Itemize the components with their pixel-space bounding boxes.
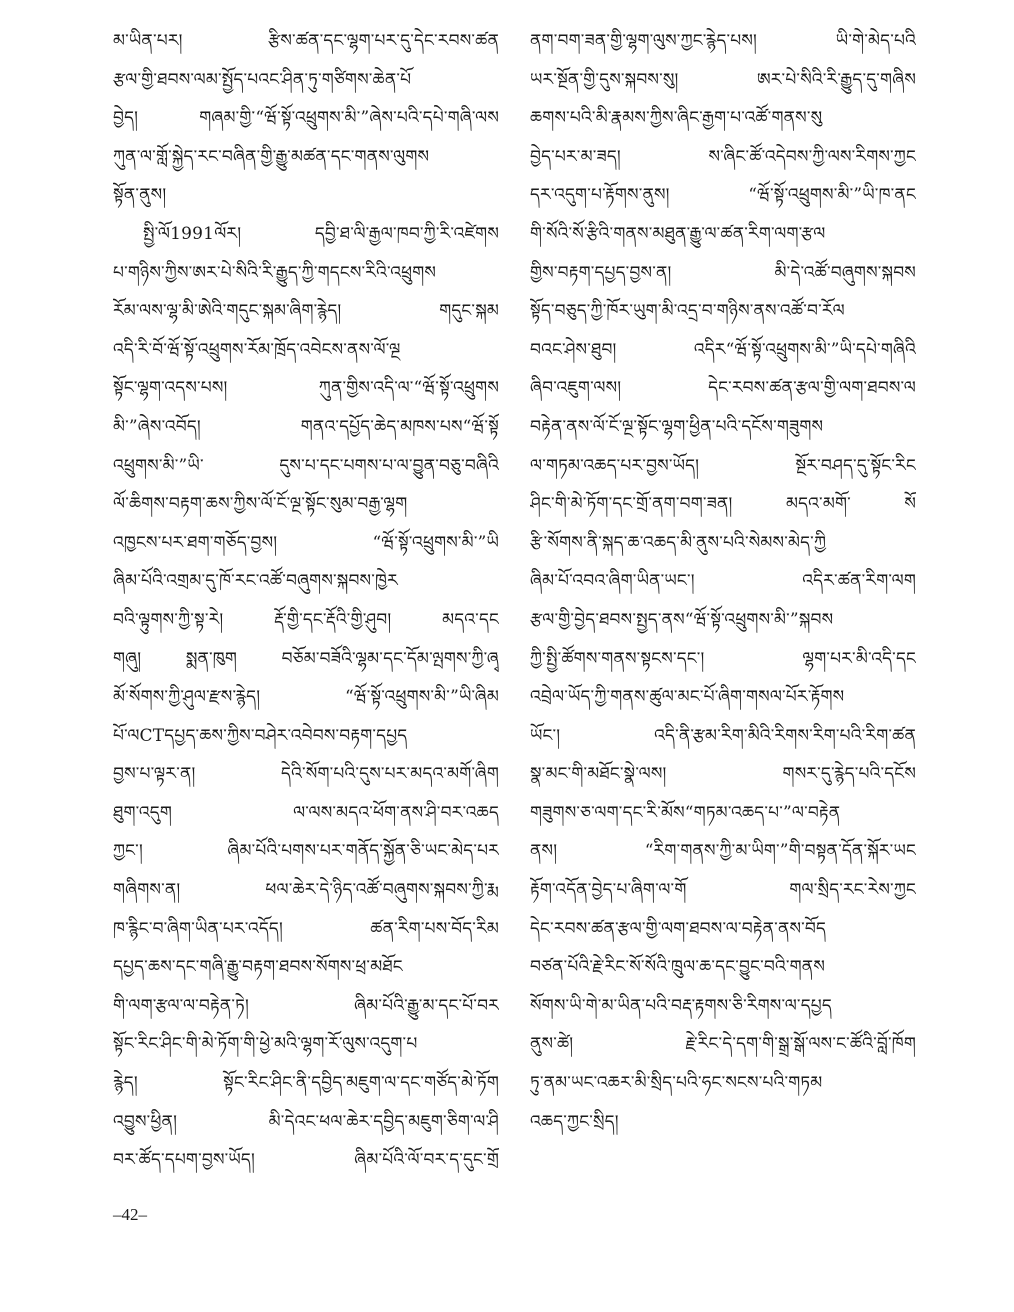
text-line: མི་”ཞེས་འབོད། གནའ་དཔྱོད་ཆེད་མཁས་པས“ཝོ་སྟོ xyxy=(113,416,499,437)
text-line: བྱེད། གཞམ་གྱི་“ཝོ་སྟོ་འཕྲུགས་མི་”ཞེས་པའི་དཔེ་གཞི་ལས xyxy=(113,108,499,129)
text-line: ཤིང་གི་མེ་ཏོག་དང་གྲོ་ནག་བག་ཟན། མདའ་མགོ་ སོ xyxy=(530,494,916,515)
page-number: –42– xyxy=(113,1205,147,1224)
text-line: འབྱུས་ཕྱིན། མི་དེའང་ཕལ་ཆེར་དབྱིད་མཇུག་ཅིག་ལ་ཤི xyxy=(113,1111,499,1132)
text-line: གྱིས་བརྟག་དཔྱད་བྱས་ན། མི་དེ་འཚོ་བཞུགས་སྐབས xyxy=(530,262,916,283)
text-line: མོ་སོགས་ཀྱི་ཤུལ་རྫས་རྙེད། “ཝོ་སྟོ་འཕྲུགས་མི་”ཡི་ཞིམ xyxy=(113,687,499,708)
text-line: སྟོང་རིང་ཤིང་གི་མེ་ཏོག་གི་ཕྱེ་མའི་ལྷག་རོ་ལུས་འདུག་པ xyxy=(113,1034,418,1055)
text-line: གཟུགས་ཅ་ལག་དང་རི་མོས“གཏམ་འཆད་པ་”ལ་བརྟེན xyxy=(530,802,841,823)
text-line: འཁྱངས་པར་ཐག་གཅོད་བྱས། “ཝོ་སྟོ་འཕྲུགས་མི་”ཡི xyxy=(113,532,499,553)
right-text-column xyxy=(530,22,916,1141)
text-line: བྱས་པ་ལྟར་ན། དེའི་སོག་པའི་དུས་པར་མདའ་མགོ་ཞིག xyxy=(113,764,499,785)
text-line: པ་གཉིས་ཀྱིས་ཨར་པེ་སིའི་རི་རྒྱུད་ཀྱི་གདངས་རིའི་འཕྲུགས xyxy=(113,262,437,283)
text-line: རྟོག་འདོན་བྱེད་པ་ཞིག་ལ་གོ གལ་སྲིད་རང་རེས་ཀྱང xyxy=(530,880,916,901)
text-line: གི་སོའི་སོ་རྩིའི་གནས་མཐུན་རྒྱུ་ལ་ཚན་རིག་ལག་རྩལ xyxy=(530,223,826,244)
text-line: བརྟེན་ནས་ལོ་ངོ་ལྔ་སྟོང་ལྷག་ཕྱིན་པའི་དངོས་གཟུགས xyxy=(530,416,824,437)
text-line: ཡོང་། འདི་ནི་རྩམ་རིག་མིའི་རིགས་རིག་པའི་རིག་ཚན xyxy=(530,725,916,746)
text-line: རྩལ་གྱི་བྱེད་ཐབས་སྤྱད་ནས“ཝོ་སྟོ་འཕྲུགས་མི་”སྐབས xyxy=(530,609,834,630)
text-line: གཞུ། སྨན་ཁུག བཅོམ་བཟོའི་ལྷམ་དང་དོམ་ལྤགས་ཀྱི་ཞྭ xyxy=(113,648,499,669)
text-line: སྟོད་བཅུད་ཀྱི་ཁོར་ཡུག་མི་འདྲ་བ་གཉིས་ནས་འཚོ་བ་རོལ xyxy=(530,301,845,322)
text-line: ཐུག་འདུག ལ་ལས་མདའ་ཕོག་ནས་ཤི་བར་འཆད xyxy=(113,802,499,823)
text-line: ཁ་རྙིང་བ་ཞིག་ཡིན་པར་འདོད། ཚན་རིག་པས་བོད་རིམ xyxy=(113,918,499,939)
text-line: ཞིམ་པོ་འབའ་ཞིག་ཡིན་ཡང་། འདིར་ཚན་རིག་ལག xyxy=(530,571,916,592)
text-line: བྱེད་པར་མ་ཟད། ས་ཞིང་ཚོ་འདེབས་ཀྱི་ལས་རིགས་ཀྱང xyxy=(530,146,916,167)
text-line: དེང་རབས་ཚན་རྩལ་གྱི་ལག་ཐབས་ལ་བརྟེན་ནས་བོད xyxy=(530,918,827,939)
text-line: བཙན་པོའི་རྗེ་རིང་སོ་སོའི་ཁྲུལ་ཆ་དང་བྱུང་བའི་གནས xyxy=(530,957,826,978)
text-line: ཀྱང་། ཞིམ་པོའི་པགས་པར་གནོད་སྐྱོན་ཅི་ཡང་མེད་པར xyxy=(113,841,499,862)
text-line: སྟོང་ལྷག་འདས་པས། ཀུན་གྱིས་འདི་ལ་“ཝོ་སྟོ་འཕྲུགས xyxy=(113,378,499,399)
text-line: གཞིགས་ན། ཕལ་ཆེར་དེ་ཉིད་འཚོ་བཞུགས་སྐབས་ཀྱི་རྨ xyxy=(113,880,499,901)
text-line: ཀྱི་སྤྱི་ཚོགས་གནས་སྟངས་དང་། ལྷག་པར་མི་འདི་དང xyxy=(530,648,916,669)
text-line: ལ་གཏམ་འཆད་པར་བྱས་ཡོད། སྔོར་བཤད་དུ་སྟོང་རིང xyxy=(530,455,916,476)
text-line: བའང་ཤེས་ཐུབ། འདིར“ཝོ་སྟོ་འཕྲུགས་མི་”ཡི་དཔེ་གཞིའི xyxy=(530,339,916,360)
text-line: ནུས་ཚེ། རྗེ་རིང་དེ་དག་གི་སྒྲ་སྒོ་ལས་ང་ཚོའི་བློ་ཁོག xyxy=(530,1034,916,1055)
text-line: རོམ་ལས་ལྷ་མི་ཨེའི་གདུང་སྐམ་ཞིག་རྙེད། གདུང་སྐམ xyxy=(113,301,499,322)
text-line: པོ་ལCTདཔྱད་ཆས་ཀྱིས་བཤེར་འབེབས་བརྟག་དཔྱད xyxy=(113,725,408,746)
text-line: མ་ཡིན་པར། རྩིས་ཚན་དང་ལྷག་པར་དུ་དེང་རབས་ཚན xyxy=(113,31,499,51)
text-line: ཞིམ་པོའི་འགྲམ་དུ་ཁོ་རང་འཚོ་བཞུགས་སྐབས་ཁྱེར xyxy=(113,571,398,592)
text-line: སྣ་མང་གི་མཐོང་སྣེ་ལས། གསར་དུ་རྙེད་པའི་དངོས xyxy=(530,764,916,785)
text-line: སོགས་ཡི་གེ་མ་ཡིན་པའི་བརྡ་རྟགས་ཅི་རིགས་ལ་དཔྱད xyxy=(530,995,832,1016)
text-line: ཏུ་ནམ་ཡང་འཆར་མི་སྲིད་པའི་ཧང་སངས་པའི་གཏམ xyxy=(530,1073,823,1094)
text-line: ཞིབ་འཇུག་ལས། དེང་རབས་ཚན་རྩལ་གྱི་ལག་ཐབས་ལ xyxy=(530,378,916,399)
text-line: རྙེད། སྟོང་རིང་ཤིང་ནི་དབྱིད་མཇུག་ལ་དང་གཙོད་མེ་ཏོག xyxy=(113,1073,499,1094)
text-line: སྟོན་ནུས། xyxy=(113,185,167,206)
text-line: སྤྱི་ལོ1991ལོར། དབྱི་ཐ་ལི་རྒྱལ་ཁབ་ཀྱི་རི་འཛེགས xyxy=(143,223,499,244)
text-line: ཀུན་ལ་གློ་སྐྱེད་རང་བཞིན་གྱི་རྒྱུ་མཚན་དང་གནས་ལུགས xyxy=(113,146,430,167)
text-line: བའི་ལྟུགས་ཀྱི་སྟ་རེ། རྡོ་གྱི་དང་རྡོའི་གྱི་ཤུབ། མདའ་དང xyxy=(113,609,499,630)
left-text-column xyxy=(113,22,499,1180)
text-line: རྩལ་གྱི་ཐབས་ལམ་སྤྱོད་པའང་ཤིན་ཏུ་གཙིགས་ཆེན་པོ xyxy=(113,69,412,90)
text-line: ནག་བག་ཟན་གྱི་ལྷག་ལུས་ཀྱང་རྙེད་པས། ཡི་གེ་མེད་པའི xyxy=(530,31,916,51)
text-line: གི་ལག་རྩལ་ལ་བརྟེན་ཏེ། ཞིམ་པོའི་རྒྱུ་མ་དང་པོ་བར xyxy=(113,995,499,1016)
text-line: ནས། “རིག་གནས་ཀྱི་མ་ཡིག་”གི་བསྟན་དོན་སྐོར་ཡང xyxy=(530,841,916,862)
text-line: བར་ཚོད་དཔག་བྱས་ཡོད། ཞིམ་པོའི་ལོ་བར་ད་དུང་གྲོ xyxy=(113,1150,499,1171)
text-line: ཆགས་པའི་མི་རྣམས་ཀྱིས་ཞིང་རྒྱག་པ་འཚོ་གནས་སུ xyxy=(530,108,823,129)
text-line: ལོ་ཆིགས་བརྟག་ཆས་ཀྱིས་ལོ་ངོ་ལྔ་སྟོང་སུམ་བརྒྱ་ལྷག xyxy=(113,494,408,515)
text-line: རྩི་སོགས་ནི་སྐད་ཆ་འཆད་མི་ནུས་པའི་སེམས་མེད་ཀྱི xyxy=(530,532,827,553)
text-line: འབྲེལ་ཡོད་ཀྱི་གནས་ཚུལ་མང་པོ་ཞིག་གསལ་པོར་རྟོགས xyxy=(530,687,845,708)
text-line: དཔྱད་ཆས་དང་གཞི་རྒྱུ་བརྟག་ཐབས་སོགས་ཕྲ་མཐོང xyxy=(113,957,403,978)
text-line: འདི་རི་བོ་ཝོ་སྟོ་འཕྲུགས་རོམ་ཁྲོད་འབེངས་ནས་ལོ་ལྔ xyxy=(113,339,401,360)
text-line: དར་འདུག་པ་རྟོགས་ནུས། “ཝོ་སྟོ་འཕྲུགས་མི་”ཡི་ཁ་ནང xyxy=(530,185,916,206)
text-line: འཆད་ཀྱང་སྲིད། xyxy=(530,1111,619,1132)
text-line: འཕྲུགས་མི་”ཡི་ དུས་པ་དང་པགས་པ་ལ་བྱུན་བཅུ་བཞིའི xyxy=(113,455,499,476)
text-line: ཡར་སྔོན་གྱི་དུས་སྐབས་སུ། ཨར་པེ་སིའི་རི་རྒྱུད་དུ་གཞིས xyxy=(530,69,916,90)
